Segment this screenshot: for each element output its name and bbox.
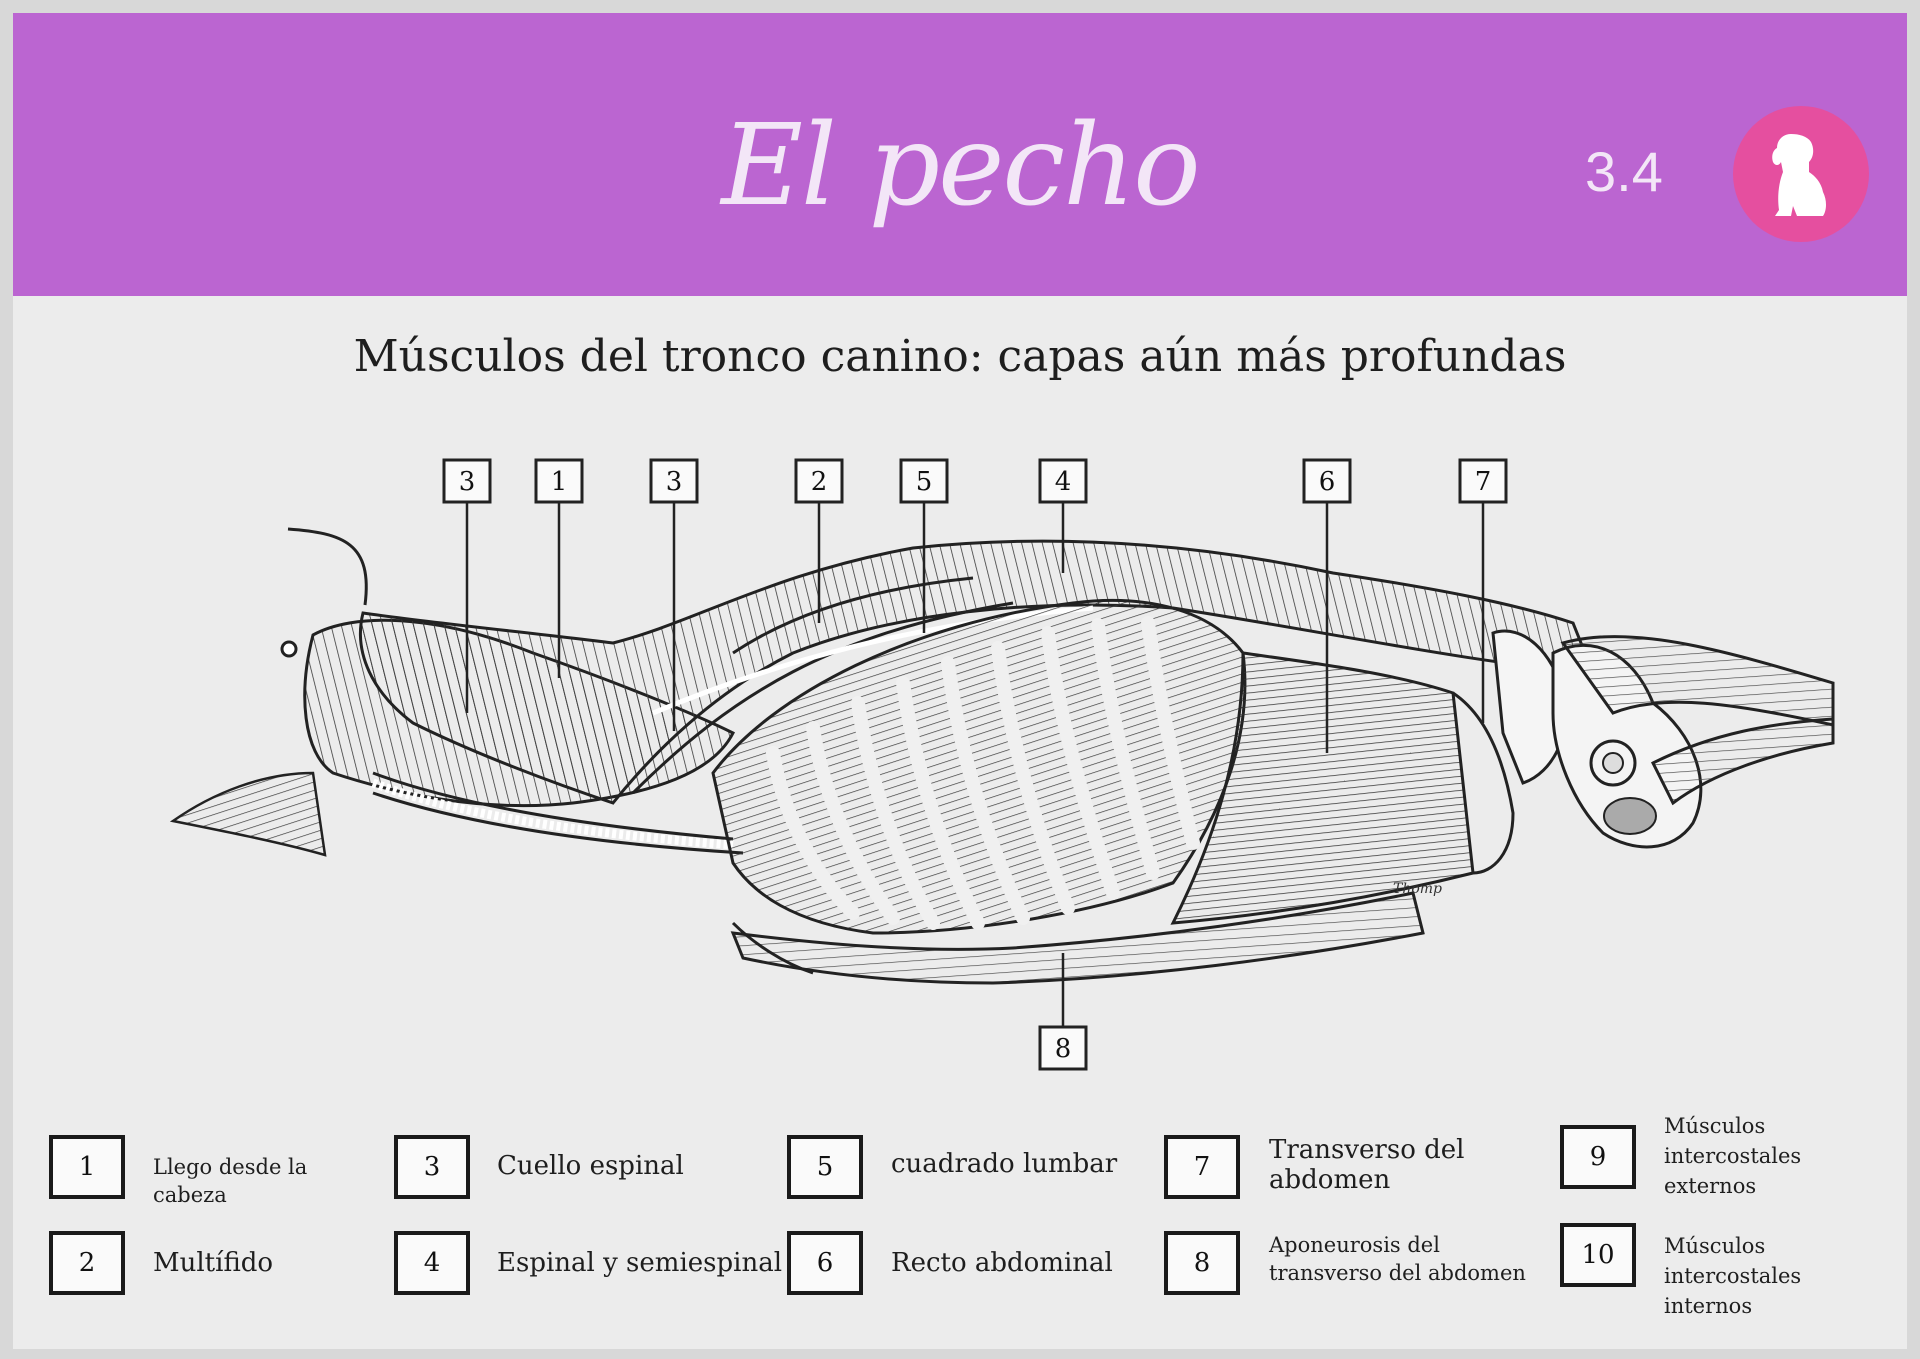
legend-label: Músculos intercostales externos (1664, 1114, 1802, 1198)
legend-label: Llego desde la cabeza (153, 1155, 308, 1207)
legend-number-box: 1 (49, 1135, 125, 1199)
legend-label: Espinal y semiespinal (497, 1248, 783, 1278)
svg-text:4: 4 (1054, 467, 1072, 497)
legend-label: Recto abdominal (891, 1248, 1113, 1278)
diagram-label-7 (1304, 460, 1350, 502)
svg-text:1: 1 (550, 467, 568, 497)
legend-label: Músculos intercostales internos (1664, 1234, 1802, 1318)
diagram-label-5 (901, 460, 947, 502)
legend-label: Aponeurosis del transverso del abdomen (1269, 1233, 1526, 1285)
diagram-label-8 (1460, 460, 1506, 502)
diagram-label-2 (536, 460, 582, 502)
diagram-label-6 (1040, 460, 1086, 502)
diagram-label-1 (444, 460, 490, 502)
legend-number-box: 4 (394, 1231, 470, 1295)
page-title: El pecho (721, 101, 1199, 231)
legend-number-box: 8 (1164, 1231, 1240, 1295)
diagram-label-3 (651, 460, 697, 502)
legend-label: Multífido (153, 1248, 274, 1278)
legend-number-box: 6 (787, 1231, 863, 1295)
legend-label: Transverso del abdomen (1269, 1135, 1465, 1195)
legend-number-box: 2 (49, 1231, 125, 1295)
svg-text:6: 6 (1318, 467, 1336, 497)
legend-number-box: 10 (1560, 1223, 1636, 1287)
page-card (13, 13, 1907, 1349)
legend-number-box: 9 (1560, 1125, 1636, 1189)
svg-text:5: 5 (915, 467, 933, 497)
svg-text:7: 7 (1474, 467, 1492, 497)
pelvis (1553, 637, 1833, 847)
svg-text:Thomp: Thomp (1393, 881, 1443, 897)
legend-number-box: 3 (394, 1135, 470, 1199)
diagram-label-4 (796, 460, 842, 502)
svg-text:8: 8 (1054, 1034, 1072, 1064)
svg-text:3: 3 (665, 467, 683, 497)
legend-number-box: 7 (1164, 1135, 1240, 1199)
diagram-label-9 (1040, 1027, 1086, 1069)
legend-label: Cuello espinal (497, 1151, 684, 1181)
svg-text:2: 2 (810, 467, 828, 497)
svg-text:3: 3 (458, 467, 476, 497)
diagram-subtitle: Músculos del tronco canino: capas aún más profundas (353, 331, 1567, 382)
legend-number-box: 5 (787, 1135, 863, 1199)
legend-label: cuadrado lumbar (891, 1149, 1118, 1179)
section-number: 3.4 (1585, 140, 1663, 203)
